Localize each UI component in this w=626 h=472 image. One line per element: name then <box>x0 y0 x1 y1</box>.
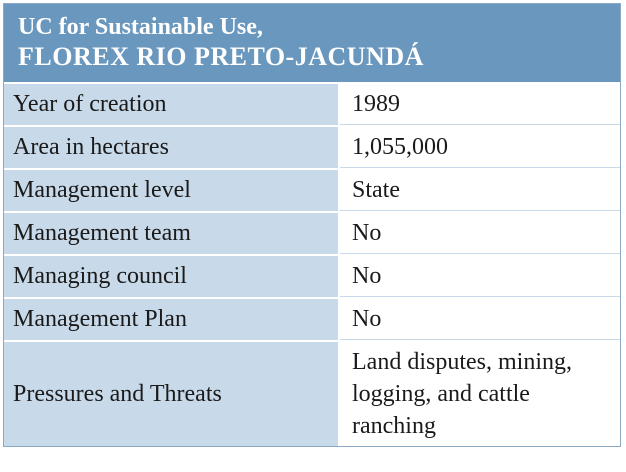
row-label: Pressures and Threats <box>4 342 338 446</box>
table-row-area-in-hectares <box>4 125 620 168</box>
table-row-year-of-creation <box>4 82 620 125</box>
row-value: 1989 <box>340 84 620 125</box>
row-divider <box>340 167 620 168</box>
table-title: FLOREX RIO PRETO-JACUNDÁ <box>18 42 424 71</box>
table-row-management-level <box>4 168 620 211</box>
row-value: No <box>340 299 620 340</box>
row-label: Management level <box>4 170 338 211</box>
row-divider <box>340 253 620 254</box>
table-header <box>4 4 620 82</box>
row-value: 1,055,000 <box>340 127 620 168</box>
table-row-management-team <box>4 211 620 254</box>
row-value: Land disputes, mining, logging, and cattle ranching <box>340 342 620 446</box>
row-label: Managing council <box>4 256 338 297</box>
row-label: Management Plan <box>4 299 338 340</box>
row-label: Year of creation <box>4 84 338 125</box>
table-subtitle: UC for Sustainable Use, <box>18 14 263 40</box>
table-row-pressures-and-threats <box>4 340 620 446</box>
table-row-management-plan <box>4 297 620 340</box>
row-divider <box>340 296 620 297</box>
row-value: No <box>340 256 620 297</box>
row-divider <box>340 210 620 211</box>
row-value: No <box>340 213 620 254</box>
protected-area-info-table <box>3 3 621 447</box>
row-divider <box>340 124 620 125</box>
row-label: Area in hectares <box>4 127 338 168</box>
row-value: State <box>340 170 620 211</box>
table-row-managing-council <box>4 254 620 297</box>
row-label: Management team <box>4 213 338 254</box>
row-divider <box>340 339 620 340</box>
